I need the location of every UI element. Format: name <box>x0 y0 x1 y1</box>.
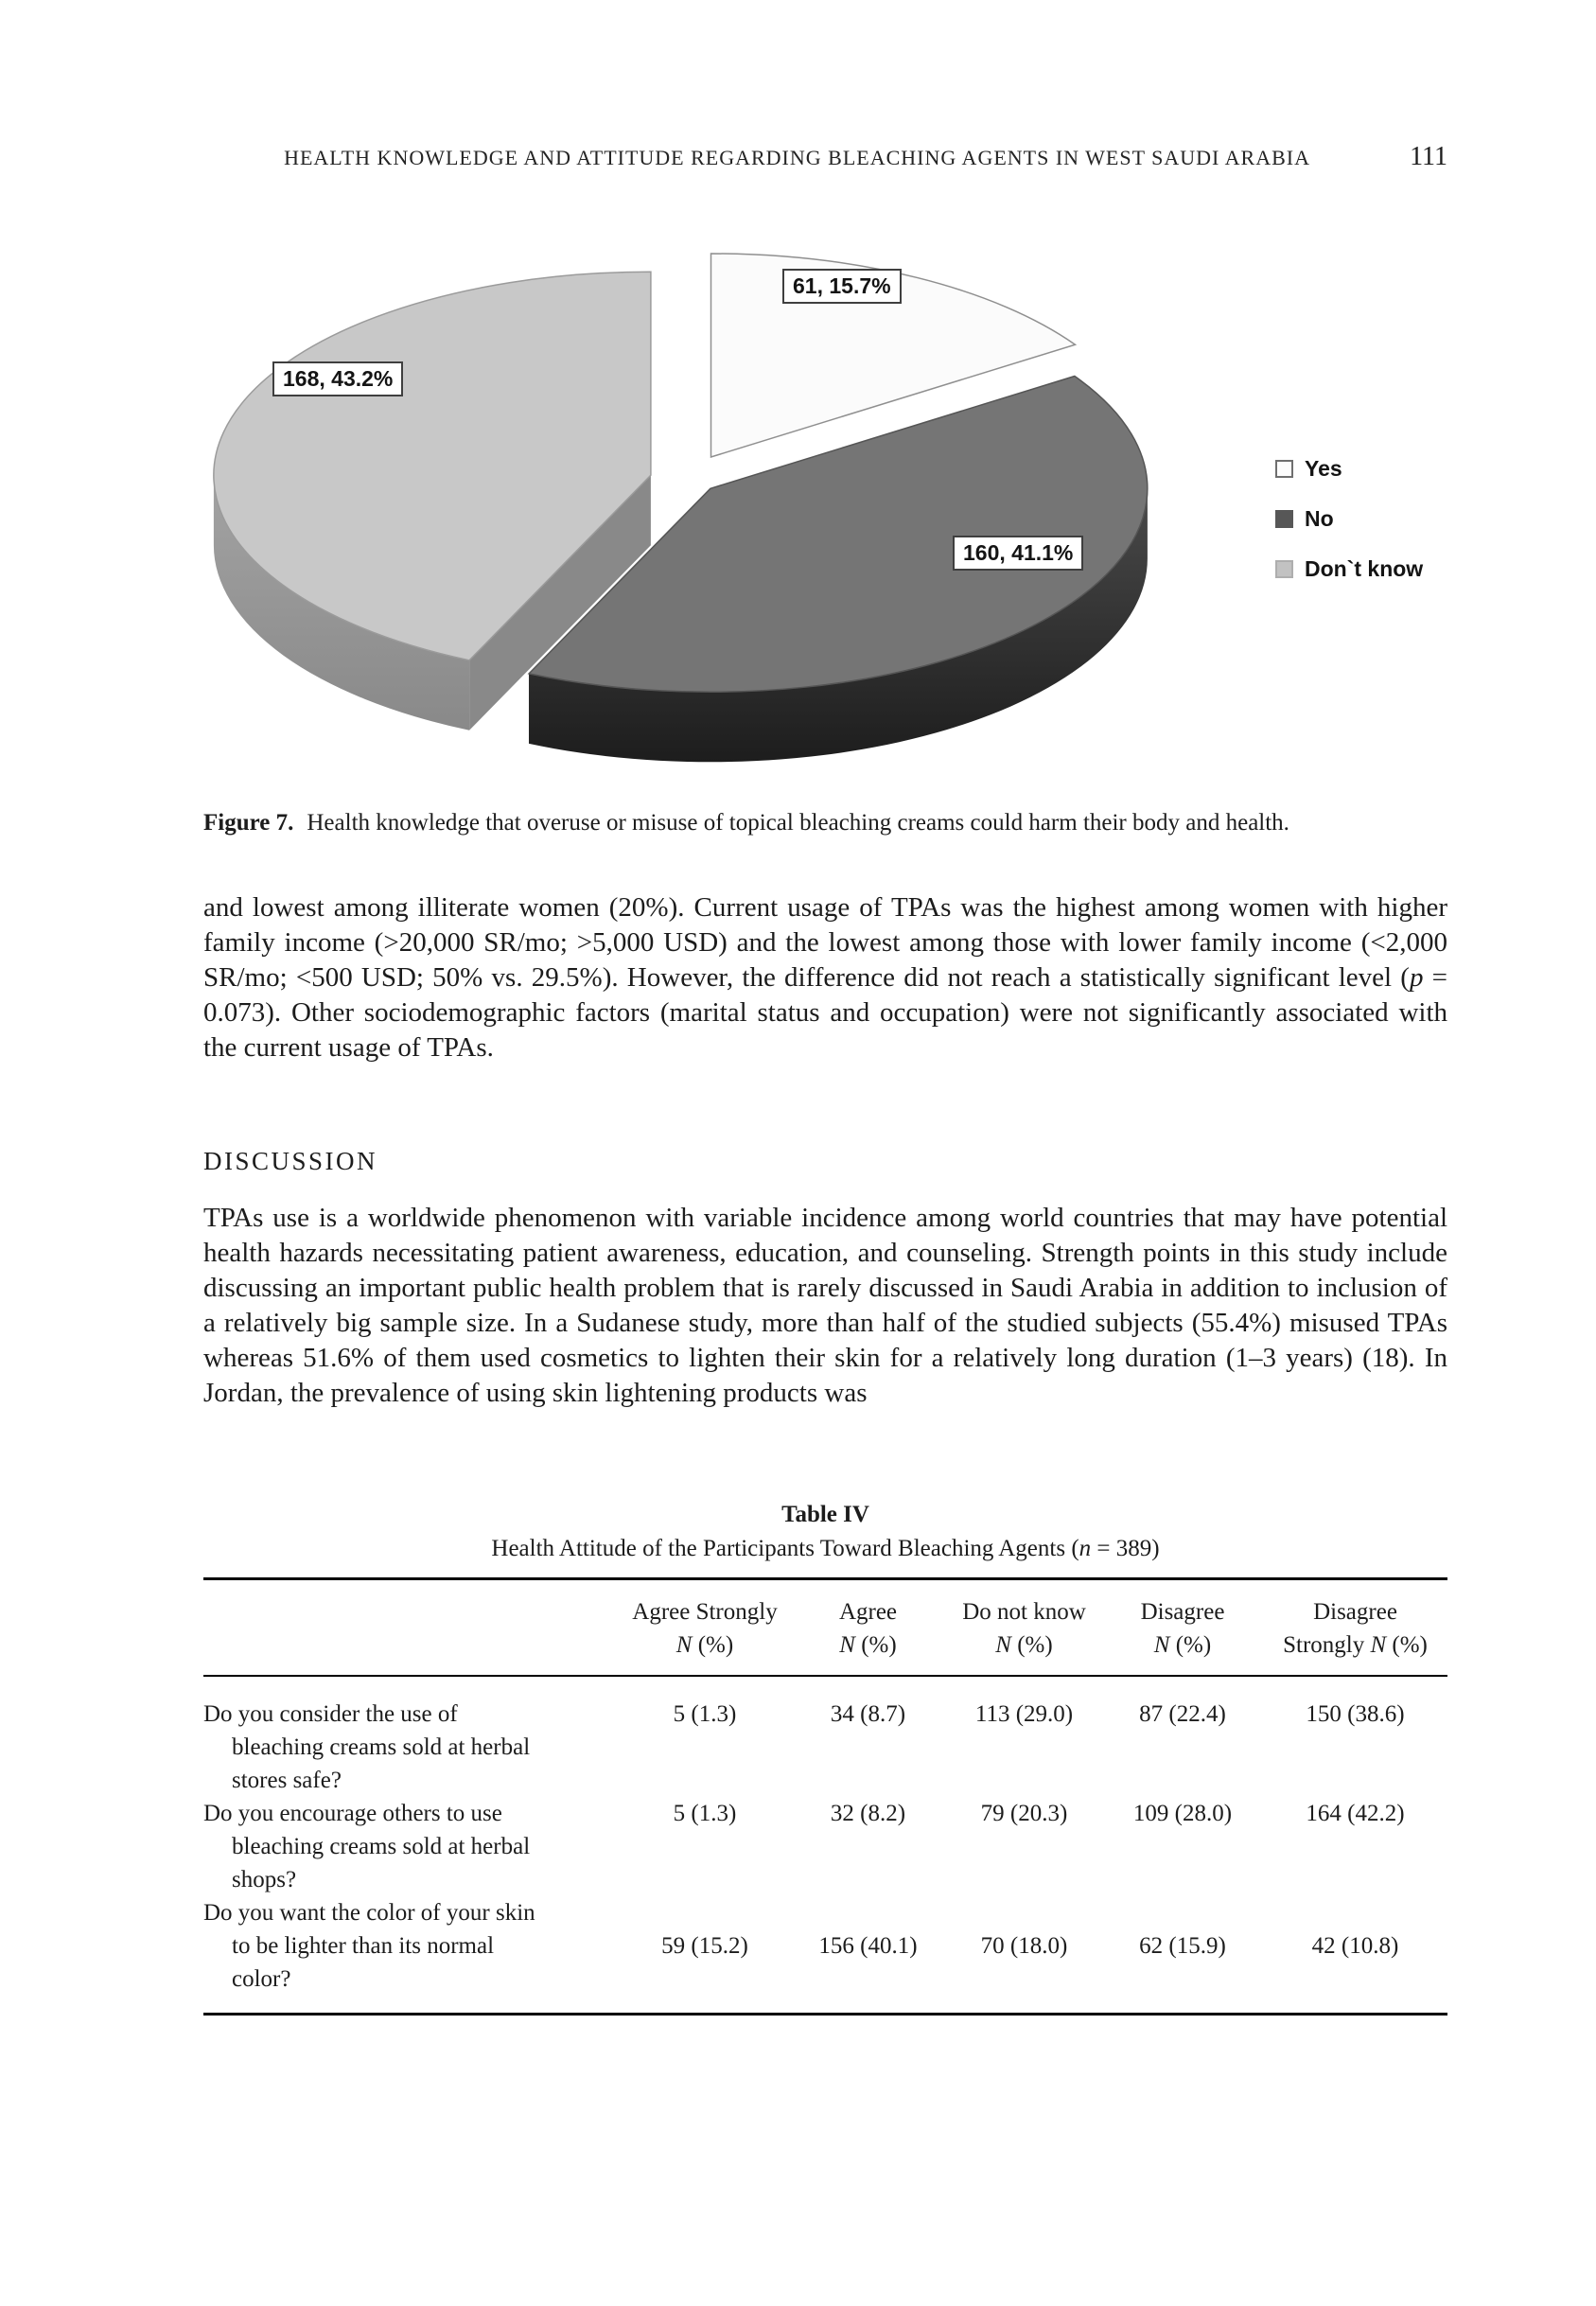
column-header: Do not know N (%) <box>962 1599 1086 1658</box>
question-cell: Do you consider the use of bleaching creams sold at herbal stores safe? <box>203 1701 531 1793</box>
table-subtitle-var: n <box>1079 1536 1092 1561</box>
figure-caption-label: Figure 7. <box>203 810 294 836</box>
table-subtitle <box>203 1536 1447 1562</box>
question-cell: Do you encourage others to use bleaching creams sold at herbal shops? <box>203 1801 531 1892</box>
pie-label-dont-know: 168, 43.2% <box>272 361 403 396</box>
value-cell: 59 (15.2) <box>661 1933 748 1959</box>
running-header-title: HEALTH KNOWLEDGE AND ATTITUDE REGARDING BLEACHING AGENTS IN WEST SAUDI ARABIA <box>284 146 1310 169</box>
value-cell: 87 (22.4) <box>1139 1701 1226 1727</box>
table-subtitle-prefix: Health Attitude of the Participants Toward Bleaching Agents ( <box>491 1536 1079 1561</box>
figure-7 <box>203 231 1447 837</box>
value-cell: 113 (29.0) <box>974 1701 1074 1727</box>
value-cell: 79 (20.3) <box>980 1801 1068 1826</box>
legend-label-no: No <box>1305 506 1334 531</box>
table-row <box>203 1896 1447 1996</box>
value-cell: 109 (28.0) <box>1132 1801 1233 1826</box>
page-number: 111 <box>1410 142 1447 171</box>
paragraph-continued: and lowest among illiterate women (20%). Current usage of TPAs was the highest among women with higher family income (>20,000 SR/mo; >5,000 USD) and the lowest among those with lower family income (<2,000 SR/mo; <500 USD; 50% vs. 29.5%). However, the difference did not reach a statistically significant level (p = 0.073). Other sociodemographic factors (marital status and occupation) were not significantly associated with the current usage of TPAs. <box>203 892 1447 1063</box>
legend-item-no <box>1275 506 1423 532</box>
table-iv-section <box>203 1502 1447 2016</box>
legend-item-dont-know <box>1275 556 1423 582</box>
pie-chart <box>203 231 1447 799</box>
chart-legend <box>1275 456 1423 607</box>
value-cell: 150 (38.6) <box>1306 1701 1405 1727</box>
value-cell: 5 (1.3) <box>673 1701 737 1727</box>
pie-label-no: 160, 41.1% <box>953 536 1083 571</box>
question-cell: Do you want the color of your skin to be lighter than its normal color? <box>203 1900 535 1992</box>
table-subtitle-suffix: = 389) <box>1091 1536 1160 1561</box>
table-header-row <box>203 1580 1447 1677</box>
legend-swatch-yes <box>1275 460 1293 478</box>
value-cell: 34 (8.7) <box>830 1701 906 1727</box>
table-body <box>203 1677 1447 2013</box>
attitude-table <box>203 1577 1447 2016</box>
value-cell: 62 (15.9) <box>1139 1933 1226 1959</box>
table-title: Table IV <box>781 1502 869 1527</box>
legend-label-dont-know: Don`t know <box>1305 556 1424 581</box>
pie-label-yes: 61, 15.7% <box>782 269 902 304</box>
value-cell: 156 (40.1) <box>818 1933 918 1959</box>
figure-caption <box>203 808 1447 837</box>
value-cell: 32 (8.2) <box>830 1801 906 1826</box>
running-header <box>203 142 1447 172</box>
column-header: Disagree Strongly N (%) <box>1283 1599 1428 1658</box>
column-header: Disagree N (%) <box>1140 1599 1225 1658</box>
value-cell: 70 (18.0) <box>980 1933 1068 1959</box>
section-heading-discussion: DISCUSSION <box>203 1147 378 1175</box>
legend-item-yes <box>1275 456 1423 482</box>
paragraph-discussion: TPAs use is a worldwide phenomenon with variable incidence among world countries that may have potential health hazards necessitating patient awareness, education, and counseling. Strength points in this study include discussing an important public health problem that is rarely discussed in Saudi Arabia in addition to inclusion of a relatively big sample size. In a Sudanese study, more than half of the studied subjects (55.4%) misused TPAs whereas 51.6% of them used cosmetics to lighten their skin for a relatively long duration (1–3 years) (18). In Jordan, the prevalence of using skin lightening products was <box>203 1203 1447 1408</box>
figure-caption-text: Health knowledge that overuse or misuse of topical bleaching creams could harm their body and health. <box>307 810 1289 836</box>
table-row <box>203 1797 1447 1896</box>
legend-label-yes: Yes <box>1305 456 1342 481</box>
value-cell: 5 (1.3) <box>673 1801 737 1826</box>
column-header: Agree Strongly N (%) <box>632 1599 778 1658</box>
legend-swatch-dont-know <box>1275 560 1293 578</box>
legend-swatch-no <box>1275 510 1293 528</box>
value-cell: 42 (10.8) <box>1311 1933 1399 1959</box>
pie-chart-svg <box>203 231 1447 799</box>
header-blank-cell <box>203 1595 620 1662</box>
table-row <box>203 1698 1447 1797</box>
column-header: Agree N (%) <box>838 1599 898 1658</box>
value-cell: 164 (42.2) <box>1306 1801 1405 1826</box>
